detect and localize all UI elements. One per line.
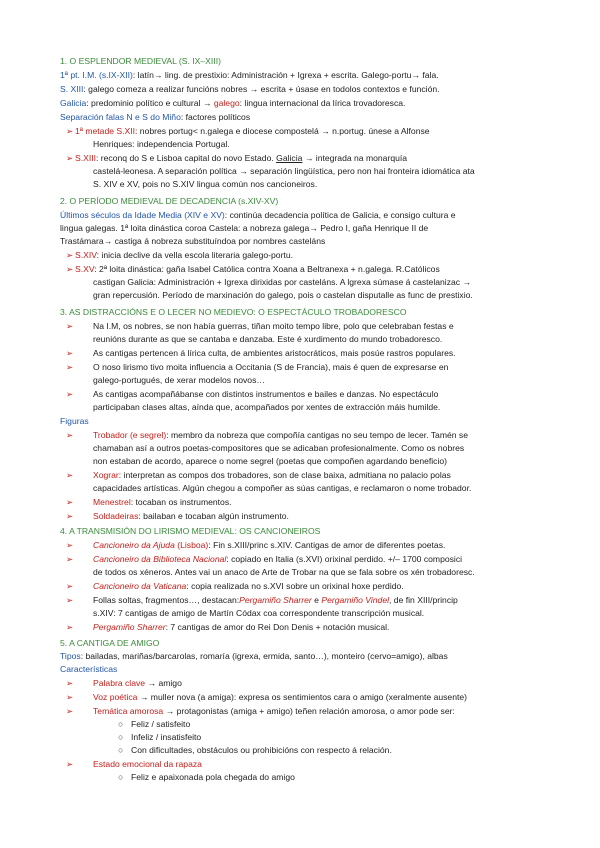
arrow-bullet-icon: ➢ xyxy=(66,554,74,564)
s4-fragments-cont: s.XIV: 7 cantigas de amigo de Martín Códax coa correspondente transcripción musical. xyxy=(93,608,425,618)
s1-line-3: Galicia: predominio político e cultural → galego: lingua internacional da lírica trovadoresca. xyxy=(60,98,406,108)
section-4-heading: 4. A TRANSMISIÓN DO LIRISMO MEDIEVAL: OS CANCIONEIROS xyxy=(60,526,321,536)
s1-bullet-2: S.XIII: reconq do S e Lisboa capital do novo Estado. Galicia → integrada na monarquía xyxy=(75,153,408,163)
circle-bullet-icon: ○ xyxy=(118,772,124,782)
section-3-heading: 3. AS DISTRACCIÓNS E O LECER NO MEDIEVO: O ESPECTÁCULO TROBADORESCO xyxy=(60,307,407,317)
section-2-heading: 2. O PERÍODO MEDIEVAL DE DECADENCIA (s.XIV-XV) xyxy=(60,196,279,206)
s3-bullet-2: As cantigas pertencen á lírica culta, de ambientes aristocráticos, mais posúe rastros populares. xyxy=(93,348,456,358)
s3-figure-1-cont-1: chamaban así a outros poetas-compositores que se adicaban profesionalmente. Como os nobres xyxy=(93,443,465,453)
s4-cancioneiro-2-cont: de todos os xéneros. Antes vai un anaco de Arte de Trobar na que se fala sobre os xén trobadoresc. xyxy=(93,567,475,577)
s5-point-3-sub-3: Con dificultades, obstáculos ou prohibicións con respecto á relación. xyxy=(131,745,392,755)
circle-bullet-icon: ○ xyxy=(118,719,124,729)
arrow-bullet-icon: ➢ xyxy=(66,153,74,163)
section-1-heading: 1. O ESPLENDOR MEDIEVAL (S. IX–XIII) xyxy=(60,56,221,66)
s5-point-3-sub-2: Infeliz / insatisfeito xyxy=(131,732,202,742)
s5-point-1: Palabra clave → amigo xyxy=(93,678,182,688)
s3-bullet-3: O noso lirismo tivo moita influencia a Occitania (S de Francia), mais é quen de expresarse en xyxy=(93,362,449,372)
s4-cancioneiro-3: Cancioneiro da Vaticana: copia realizada no s.XVI sobre un orixinal hoxe perdido. xyxy=(93,581,404,591)
arrow-bullet-icon: ➢ xyxy=(66,126,74,136)
arrow-bullet-icon: ➢ xyxy=(66,540,74,550)
caracteristicas-subheading: Características xyxy=(60,664,118,674)
s3-bullet-1: Na I.M, os nobres, se non había guerras, tiñan moito tempo libre, polo que celebraban festas e xyxy=(93,321,454,331)
arrow-bullet-icon: ➢ xyxy=(66,581,74,591)
s3-figure-4: Soldadeiras: bailaban e tocaban algún instrumento. xyxy=(93,511,289,521)
s3-figure-1: Trobador (e segrel): membro da nobreza que compoñía cantigas no seu tempo de lecer. Tamén se xyxy=(93,430,469,440)
arrow-bullet-icon: ➢ xyxy=(66,348,74,358)
s2-line-2: lingua galegas. 1ª loita dinástica coroa Castela: a nobreza galega→ Pedro I, gaña Henrique II de xyxy=(60,223,429,233)
s3-bullet-4: As cantigas acompañábanse con distintos instrumentos e bailes e danzas. No espectáculo xyxy=(93,389,439,399)
circle-bullet-icon: ○ xyxy=(118,732,124,742)
s3-bullet-1-cont: reunións durante as que se cantaba e danzaba. Este é xurdimento do mundo trobadoresco. xyxy=(93,334,443,344)
s5-point-3-sub-1: Feliz / satisfeito xyxy=(131,719,191,729)
s4-pergamino: Pergamiño Sharrer: 7 cantigas de amor do Rei Don Denis + notación musical. xyxy=(93,622,390,632)
s4-cancioneiro-2: Cancioneiro da Biblioteca Nacional: copiado en Italia (s.XVI) orixinal perdido. +/– 1700 composici xyxy=(93,554,463,564)
s1-line-2: S. XIII: galego comeza a realizar funcións nobres → escrita + úsase en todolos contextos e función. xyxy=(60,84,440,94)
arrow-bullet-icon: ➢ xyxy=(66,706,74,716)
s3-figure-3: Menestrel: tocaban os instrumentos. xyxy=(93,497,232,507)
s5-point-4: Estado emocional da rapaza xyxy=(93,759,202,769)
s2-bullet-2-cont-2: gran repercusión. Período de marxinación do galego, pois o castelan disputalle as func de prestixio. xyxy=(93,290,473,300)
s5-point-2: Voz poética → muller nova (a amiga): expresa os sentimientos cara o amigo (xeralmente ausente) xyxy=(93,692,468,702)
s1-bullet-1-cont: Henriques: independencia Portugal. xyxy=(93,139,230,149)
s5-tipos: Tipos: bailadas, mariñas/barcarolas, romaría (igrexa, ermida, santo…), monteiro (cervo=amigo), albas xyxy=(60,651,448,661)
arrow-bullet-icon: ➢ xyxy=(66,321,74,331)
section-5-heading: 5. A CANTIGA DE AMIGO xyxy=(60,638,160,648)
figuras-subheading: Figuras xyxy=(60,416,89,426)
s3-figure-1-cont-2: non estaban de acordo, aparece o nome segrel (poetas que compoñen agardando beneficio) xyxy=(93,456,448,466)
s4-fragments: Follas soltas, fragmentos…, destacan:Pergamiño Sharrer e Pergamiño Vindel, de fin XIII/princip xyxy=(93,595,458,605)
arrow-bullet-icon: ➢ xyxy=(66,692,74,702)
arrow-bullet-icon: ➢ xyxy=(66,470,74,480)
arrow-bullet-icon: ➢ xyxy=(66,759,74,769)
s4-cancioneiro-1: Cancioneiro da Ajuda (Lisboa): Fin s.XIII/princ s.XIV. Cantigas de amor de diferentes poetas. xyxy=(93,540,446,550)
s1-line-4: Separación falas N e S do Miño: factores políticos xyxy=(60,112,251,122)
s2-bullet-2-cont-1: castigan Galicia: Administración + Igrexa dirixidas por casteláns. A lgrexa súmase á castelanizac → xyxy=(93,277,472,287)
circle-bullet-icon: ○ xyxy=(118,745,124,755)
s3-bullet-3-cont: galego-portugués, de xerar modelos novos… xyxy=(93,375,265,385)
s5-point-3: Temática amorosa → protagonistas (amiga + amigo) teñen relación amorosa, o amor pode ser: xyxy=(93,706,455,716)
s2-bullet-2: S.XV: 2ª loita dinástica: gaña Isabel Católica contra Xoana a Beltranexa + n.galega. R.Católicos xyxy=(75,264,440,274)
arrow-bullet-icon: ➢ xyxy=(66,511,74,521)
s3-bullet-4-cont: participaban clases altas, aínda que, acompañados por xentes de extracción máis humilde. xyxy=(93,402,441,412)
s1-bullet-2-cont-2: S. XIV e XV, pois no S.XIV lingua común nos cancioneiros. xyxy=(93,179,318,189)
arrow-bullet-icon: ➢ xyxy=(66,678,74,688)
s1-line-1: 1ª pt. I.M. (s.IX-XII): latín→ ling. de prestixio: Administración + Igrexa + escrita. Galego-portu→ fala. xyxy=(60,70,439,80)
s2-line-1: Últimos séculos da Idade Media (XIV e XV): continúa decadencia política de Galicia, e consigo cultura e xyxy=(60,210,456,220)
s1-bullet-1: 1ª metade S.XII: nobres portug< n.galega e diocese compostelá → n.portug. únese a Alfonse xyxy=(75,126,430,136)
arrow-bullet-icon: ➢ xyxy=(66,362,74,372)
arrow-bullet-icon: ➢ xyxy=(66,595,74,605)
arrow-bullet-icon: ➢ xyxy=(66,497,74,507)
arrow-bullet-icon: ➢ xyxy=(66,430,74,440)
s1-bullet-2-cont-1: castelá-leonesa. A separación política → separación lingüística, pero non hai fronteira idiomática ata xyxy=(93,166,475,176)
s2-line-3: Trastámara→ castiga á nobreza substituíndoa por nombres casteláns xyxy=(60,236,326,246)
arrow-bullet-icon: ➢ xyxy=(66,250,74,260)
arrow-bullet-icon: ➢ xyxy=(66,389,74,399)
s3-figure-2-cont: capacidades artísticas. Algún chegou a compoñer as súas cantigas, e reclamaron o nome trobador. xyxy=(93,483,472,493)
s3-figure-2: Xograr: interpretan as compos dos trobadores, son de clase baixa, admitiana no palacio polas xyxy=(93,470,451,480)
arrow-bullet-icon: ➢ xyxy=(66,622,74,632)
s5-point-4-sub-1: Feliz e apaixonada pola chegada do amigo xyxy=(131,772,295,782)
arrow-bullet-icon: ➢ xyxy=(66,264,74,274)
s2-bullet-1: S.XIV: inicia declive da vella escola literaria galego-portu. xyxy=(75,250,293,260)
